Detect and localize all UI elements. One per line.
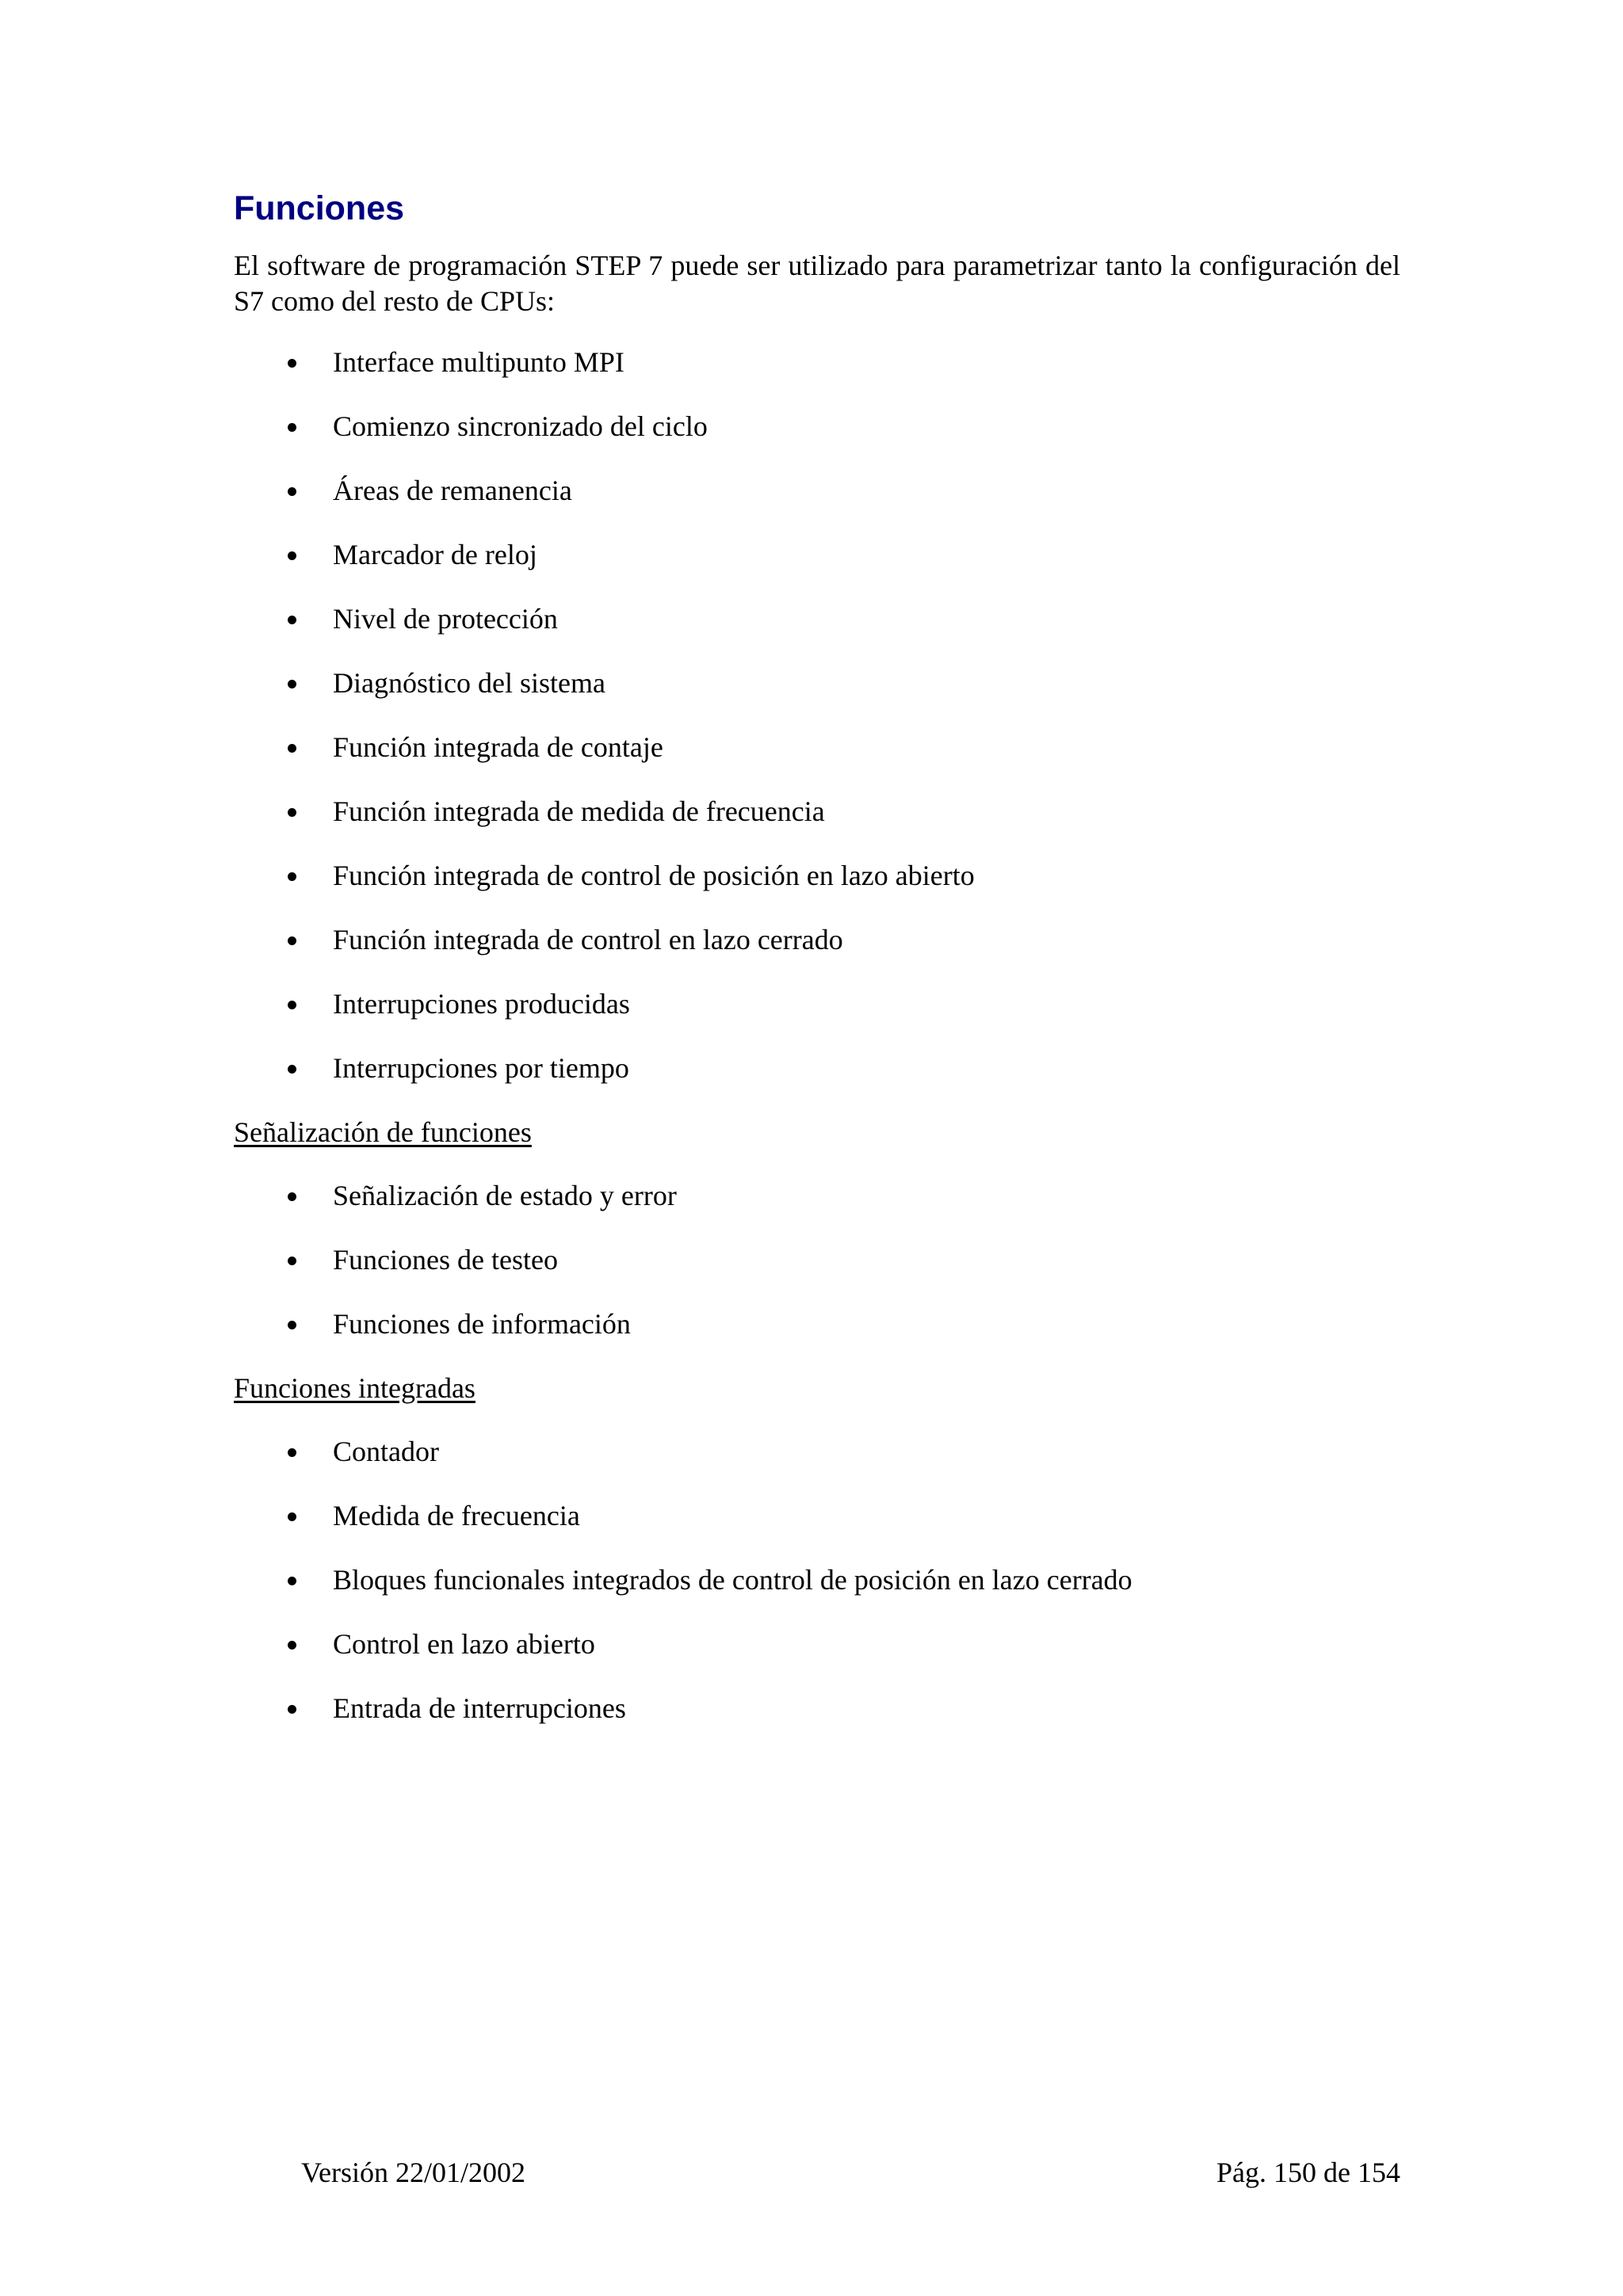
- bullet-icon: [288, 744, 296, 753]
- bullet-icon: [288, 616, 296, 624]
- list-item: [234, 844, 1400, 908]
- list-item-text: Entrada de interrupciones: [333, 1692, 626, 1724]
- bullet-icon: [288, 487, 296, 496]
- section-heading-integrated: Funciones integradas: [234, 1371, 475, 1404]
- intro-paragraph: El software de programación STEP 7 puede ser utilizado para parametrizar tanto la configuración del S7 como del resto de CPUs:: [234, 250, 1400, 317]
- signal-list: [234, 1164, 1400, 1356]
- bullet-icon: [288, 1065, 296, 1074]
- list-item-text: Áreas de remanencia: [333, 475, 572, 506]
- bullet-icon: [288, 359, 296, 368]
- list-item-text: Diagnóstico del sistema: [333, 667, 605, 699]
- list-item: [234, 715, 1400, 780]
- list-item-text: Bloques funcionales integrados de control de posición en lazo cerrado: [333, 1564, 1132, 1596]
- bullet-icon: [288, 1577, 296, 1585]
- functions-list: [234, 330, 1400, 1100]
- bullet-icon: [288, 423, 296, 432]
- bullet-icon: [288, 936, 296, 945]
- page-title: Funciones: [234, 189, 405, 227]
- list-item-text: Interrupciones producidas: [333, 988, 630, 1020]
- bullet-icon: [288, 1257, 296, 1265]
- list-item: [234, 395, 1400, 459]
- bullet-icon: [288, 551, 296, 560]
- list-item-text: Función integrada de medida de frecuencia: [333, 795, 825, 827]
- list-item-text: Función integrada de control de posición en lazo abierto: [333, 860, 975, 891]
- list-item-text: Función integrada de contaje: [333, 731, 663, 763]
- list-item-text: Funciones de testeo: [333, 1244, 558, 1276]
- list-item: [234, 1548, 1400, 1612]
- list-item: [234, 1612, 1400, 1676]
- list-item: [234, 1420, 1400, 1484]
- list-item-text: Marcador de reloj: [333, 539, 537, 570]
- bullet-icon: [288, 1001, 296, 1009]
- bullet-icon: [288, 1192, 296, 1201]
- list-item: [234, 908, 1400, 972]
- list-item-text: Nivel de protección: [333, 603, 558, 635]
- integrated-list: [234, 1420, 1400, 1741]
- bullet-icon: [288, 808, 296, 817]
- list-item: [234, 523, 1400, 587]
- footer-page-number: Pág. 150 de 154: [1216, 2157, 1400, 2188]
- list-item-text: Comienzo sincronizado del ciclo: [333, 410, 708, 442]
- list-item-text: Interrupciones por tiempo: [333, 1052, 629, 1084]
- bullet-icon: [288, 1448, 296, 1457]
- footer-version: Versión 22/01/2002: [301, 2157, 525, 2188]
- list-item-text: Funciones de información: [333, 1308, 631, 1340]
- bullet-icon: [288, 680, 296, 688]
- list-item-text: Control en lazo abierto: [333, 1628, 595, 1660]
- bullet-icon: [288, 1705, 296, 1714]
- list-item: [234, 1164, 1400, 1228]
- list-item: [234, 1484, 1400, 1548]
- list-item-text: Señalización de estado y error: [333, 1180, 677, 1211]
- list-item-text: Interface multipunto MPI: [333, 346, 624, 378]
- bullet-icon: [288, 1641, 296, 1650]
- page-content: [234, 186, 1400, 1741]
- list-item: [234, 972, 1400, 1036]
- list-item-text: Contador: [333, 1436, 439, 1467]
- list-item: [234, 651, 1400, 715]
- section-heading-signal: Señalización de funciones: [234, 1116, 532, 1148]
- list-item: [234, 1228, 1400, 1292]
- list-item: [234, 1036, 1400, 1100]
- list-item-text: Medida de frecuencia: [333, 1500, 580, 1531]
- bullet-icon: [288, 1512, 296, 1521]
- list-item: [234, 780, 1400, 844]
- list-item: [234, 1676, 1400, 1741]
- list-item: [234, 459, 1400, 523]
- list-item-text: Función integrada de control en lazo cerrado: [333, 924, 843, 955]
- bullet-icon: [288, 1321, 296, 1329]
- list-item: [234, 587, 1400, 651]
- list-item: [234, 1292, 1400, 1356]
- list-item: [234, 330, 1400, 395]
- bullet-icon: [288, 872, 296, 881]
